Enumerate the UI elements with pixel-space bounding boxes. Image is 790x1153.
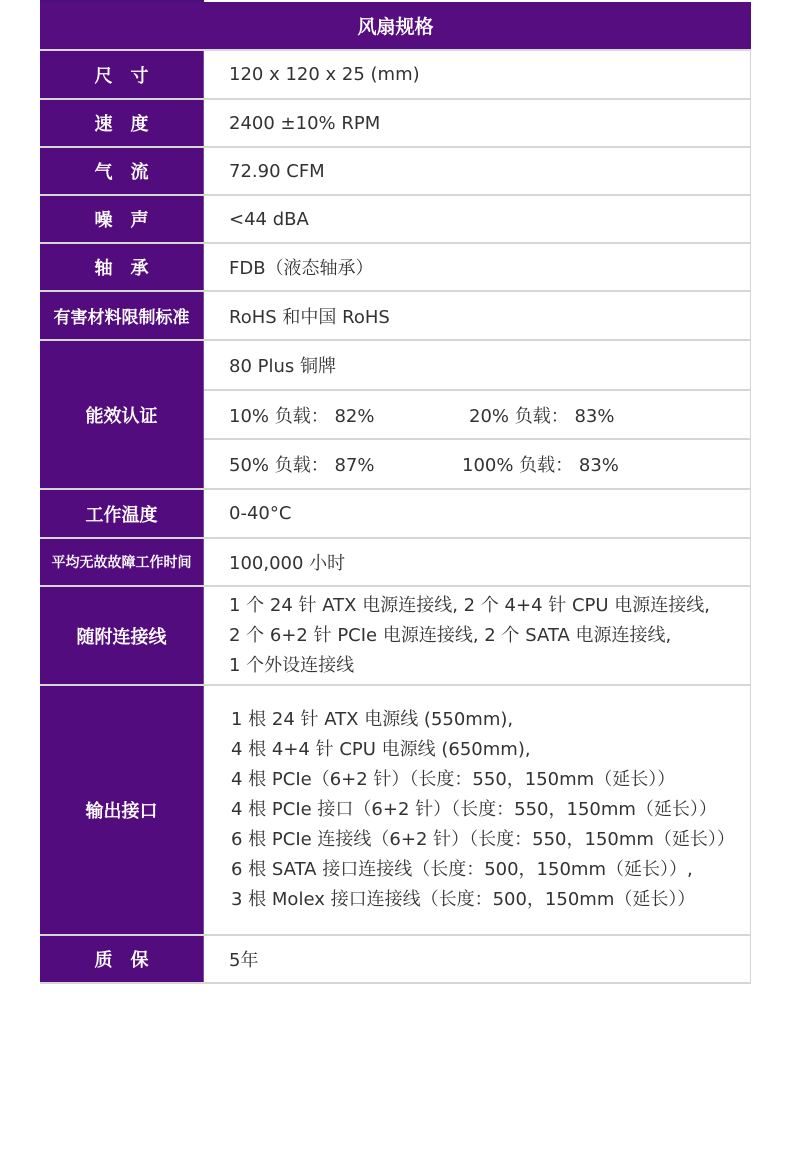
load-50: 50% 负载： 87% bbox=[229, 455, 375, 477]
outputs-line: 6 根 PCIe 连接线（6+2 针）（长度：550，150mm（延长）） bbox=[231, 829, 735, 850]
value-rohs: RoHS 和中国 RoHS bbox=[204, 292, 751, 339]
value-size: 120 x 120 x 25 (mm) bbox=[204, 51, 751, 98]
value-cables bbox=[204, 587, 751, 684]
row-cables bbox=[40, 587, 751, 686]
label-noise: 噪 声 bbox=[40, 196, 204, 242]
table-title: 风扇规格 bbox=[40, 2, 751, 51]
outputs-line: 1 根 24 针 ATX 电源线 (550mm), bbox=[231, 709, 514, 730]
efficiency-rating: 80 Plus 铜牌 bbox=[204, 341, 750, 391]
label-speed: 速 度 bbox=[40, 100, 204, 146]
outputs-line: 4 根 4+4 针 CPU 电源线 (650mm), bbox=[231, 739, 531, 760]
row-efficiency bbox=[40, 341, 751, 490]
label-efficiency: 能效认证 bbox=[40, 341, 204, 488]
label-rohs: 有害材料限制标准 bbox=[40, 292, 204, 339]
row-temp bbox=[40, 490, 751, 539]
row-airflow bbox=[40, 148, 751, 196]
outputs-line: 6 根 SATA 接口连接线（长度：500，150mm（延长））, bbox=[231, 859, 693, 880]
value-speed: 2400 ±10% RPM bbox=[204, 100, 751, 146]
efficiency-loads-2 bbox=[204, 440, 750, 488]
value-temp: 0-40°C bbox=[204, 490, 751, 537]
row-bearing bbox=[40, 244, 751, 292]
value-airflow: 72.90 CFM bbox=[204, 148, 751, 194]
load-20: 20% 负载： 83% bbox=[469, 405, 615, 427]
label-temp: 工作温度 bbox=[40, 490, 204, 537]
label-bearing: 轴 承 bbox=[40, 244, 204, 290]
value-warranty: 5年 bbox=[204, 936, 751, 982]
cables-line: 2 个 6+2 针 PCIe 电源连接线, 2 个 SATA 电源连接线, bbox=[229, 624, 672, 646]
cables-line: 1 个 24 针 ATX 电源连接线, 2 个 4+4 针 CPU 电源连接线, bbox=[229, 594, 711, 616]
label-mtbf: 平均无故故障工作时间 bbox=[40, 539, 204, 585]
outputs-line: 4 根 PCIe 接口（6+2 针）（长度：550，150mm（延长）） bbox=[231, 799, 717, 820]
label-size: 尺 寸 bbox=[40, 51, 204, 98]
row-rohs bbox=[40, 292, 751, 341]
label-airflow: 气 流 bbox=[40, 148, 204, 194]
top-divider bbox=[40, 0, 751, 2]
value-outputs bbox=[204, 686, 751, 934]
row-speed bbox=[40, 100, 751, 148]
label-warranty: 质 保 bbox=[40, 936, 204, 982]
outputs-line: 3 根 Molex 接口连接线（长度：500，150mm（延长）） bbox=[231, 889, 696, 910]
value-noise: <44 dBA bbox=[204, 196, 751, 242]
row-warranty bbox=[40, 936, 751, 984]
row-mtbf bbox=[40, 539, 751, 587]
label-cables: 随附连接线 bbox=[40, 587, 204, 684]
row-size bbox=[40, 51, 751, 100]
cables-line: 1 个外设连接线 bbox=[229, 654, 355, 676]
load-100: 100% 负载： 83% bbox=[462, 455, 619, 477]
row-noise bbox=[40, 196, 751, 244]
row-outputs bbox=[40, 686, 751, 936]
label-outputs: 输出接口 bbox=[40, 686, 204, 934]
efficiency-loads-1 bbox=[204, 391, 750, 441]
value-bearing: FDB（液态轴承） bbox=[204, 244, 751, 290]
spec-table bbox=[40, 0, 751, 984]
load-10: 10% 负载： 82% bbox=[229, 405, 375, 427]
value-mtbf: 100,000 小时 bbox=[204, 539, 751, 585]
efficiency-values bbox=[204, 341, 751, 488]
outputs-line: 4 根 PCIe（6+2 针）（长度：550，150mm（延长）） bbox=[231, 769, 676, 790]
